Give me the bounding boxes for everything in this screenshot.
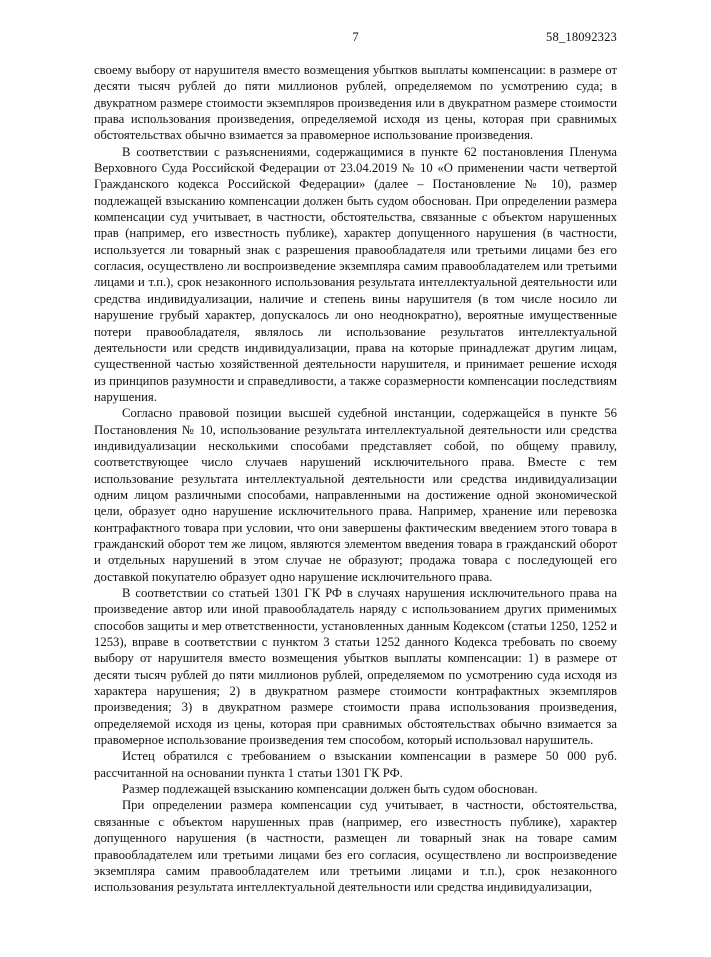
paragraph: своему выбору от нарушителя вместо возмещения убытков выплаты компенсации: в размере от десяти тысяч рублей до пяти миллионов рублей, определяемом по усмотрению суда; в двукратном размере стоимости экземпляров произведения или в двукратном размере стоимости права использования произведения, определяемой исходя из цены, которая при сравнимых обстоятельствах обычно взимается за правомерное использование произведения. xyxy=(94,63,617,143)
paragraph: В соответствии со статьей 1301 ГК РФ в случаях нарушения исключительного права на произведение автор или иной правообладатель наряду с использованием других применимых способов защиты и мер ответственности, установленных данным Кодексом (статьи 1250, 1252 и 1253), вправе в соответствии с пунктом 3 статьи 1252 данного Кодекса требовать по своему выбору от нарушителя вместо возмещения убытков выплаты компенсации: 1) в размере от десяти тысяч рублей до пяти миллионов рублей, определяемом по усмотрению суда исходя из характера нарушения; 2) в двукратном размере стоимости контрафактных экземпляров произведения; 3) в двукратном размере стоимости права использования произведения, определяемой исходя из цены, которая при сравнимых обстоятельствах обычно взимается за правомерное использование произведения тем способом, который использовал нарушитель. xyxy=(94,586,617,748)
paragraph: В соответствии с разъяснениями, содержащимися в пункте 62 постановления Пленума Верховного Суда Российской Федерации от 23.04.2019 № 10 «О применении части четвертой Гражданского кодекса Российской Федерации» (далее – Постановление № 10), размер подлежащей взысканию компенсации должен быть судом обоснован. При определении размера компенсации суд учитывает, в частности, обстоятельства, связанные с объектом нарушенных прав (например, его известность публике), характер допущенного нарушения (в частности, используется ли товарный знак с разрешения правообладателя или третьими лицами без его согласия, осуществлено ли воспроизведение экземпляра самим правообладателем или третьими лицами и т.п.), срок незаконного использования результата интеллектуальной деятельности или средства индивидуализации, наличие и степень вины нарушителя (в том числе носило ли нарушение грубый характер, допускалось ли оно неоднократно), вероятные имущественные потери правообладателя, являлось ли использование результатов интеллектуальной деятельности или средств индивидуализации, права на которые принадлежат другим лицам, существенной частью хозяйственной деятельности нарушителя, и принимает решение исходя из принципов разумности и справедливости, а также соразмерности компенсации последствиям нарушения. xyxy=(94,144,617,404)
case-number: 58_18092323 xyxy=(546,29,617,44)
paragraph: При определении размера компенсации суд учитывает, в частности, обстоятельства, связанные с объектом нарушенных прав (например, его известность публике), характер допущенного нарушения (в частности, размещен ли товарный знак на товаре самим правообладателем или третьими лицами без его согласия, осуществлено ли воспроизведение экземпляра самим правообладателем или третьими лицами и т.п.), срок незаконного использования результата интеллектуальной деятельности или средства индивидуализации, xyxy=(94,798,617,895)
document-body xyxy=(94,62,617,896)
paragraph: Размер подлежащей взысканию компенсации должен быть судом обоснован. xyxy=(122,782,538,797)
paragraph: Истец обратился с требованием о взыскании компенсации в размере 50 000 руб. рассчитанной на основании пункта 1 статьи 1301 ГК РФ. xyxy=(94,749,617,780)
paragraph: Согласно правовой позиции высшей судебной инстанции, содержащейся в пункте 56 Постановления № 10, использование результата интеллектуальной деятельности или средства индивидуализации несколькими способами представляет собой, по общему правилу, соответствующее число случаев нарушений исключительного права. Вместе с тем использование результата интеллектуальной деятельности или средства индивидуализации одним лицом различными способами, направленными на достижение одной экономической цели, образует одно нарушение исключительного права. Например, хранение или перевозка контрафактного товара при условии, что они завершены фактическим введением этого товара в гражданский оборот тем же лицом, являются элементом введения товара в гражданский оборот и отдельных нарушений в этом случае не образуют; продажа товара с последующей его доставкой покупателю образует одно нарушение исключительного права. xyxy=(94,406,617,584)
page-number: 7 xyxy=(352,29,359,44)
page-header xyxy=(94,28,617,46)
